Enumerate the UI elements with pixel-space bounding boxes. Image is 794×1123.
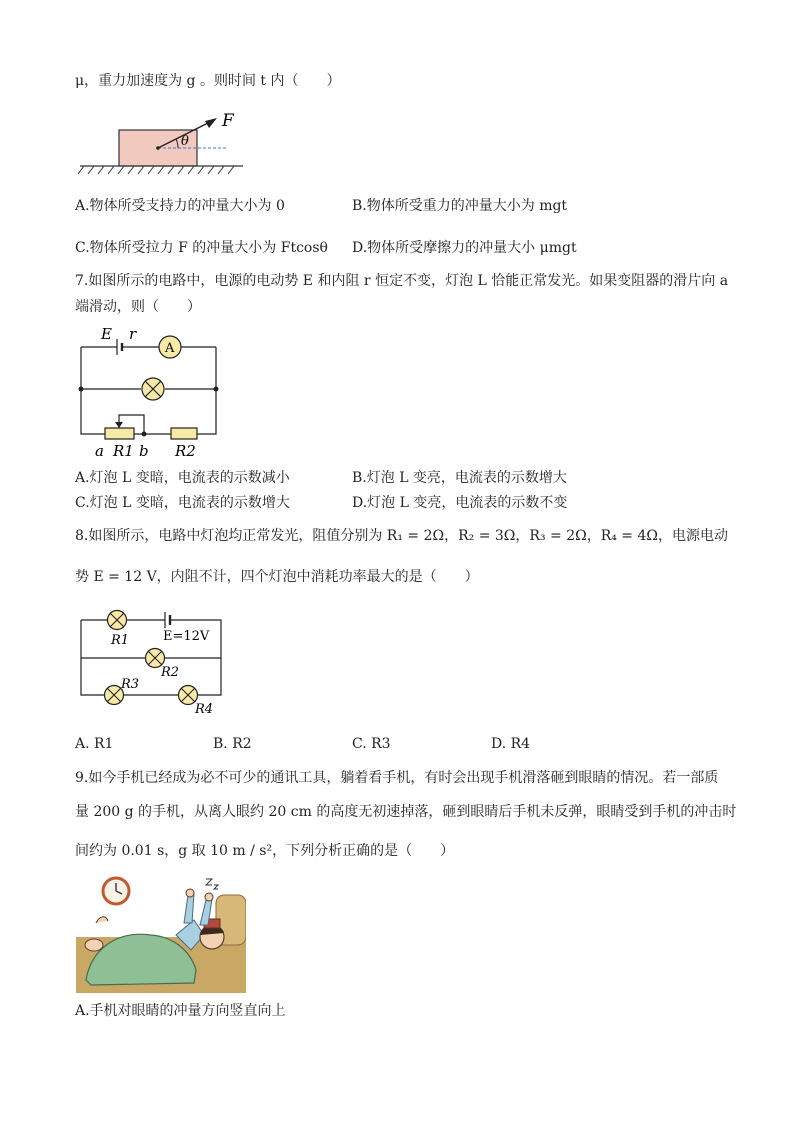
r2-label: R2 [161, 665, 180, 680]
emf-label: E=12V [163, 629, 210, 644]
r1-label: R1 [111, 633, 130, 648]
r1-label: R1 [113, 442, 134, 460]
circuit-diagram-q8 [75, 600, 230, 720]
q8-option-a: A. R1 [75, 736, 114, 752]
q8-stem-line2: 势 E = 12 V，内阻不计，四个灯泡中消耗功率最大的是（ ） [75, 569, 479, 585]
emf-label: E [101, 325, 112, 343]
end-a-label: a [95, 442, 104, 460]
q6-option-c: C.物体所受拉力 F 的冲量大小为 Ftcosθ [75, 240, 328, 256]
q7-stem-line2: 端滑动，则（ ） [75, 299, 201, 315]
q7-option-b: B.灯泡 L 变亮，电流表的示数增大 [352, 470, 567, 486]
q7-stem-line1: 7.如图所示的电路中，电源的电动势 E 和内阻 r 恒定不变，灯泡 L 恰能正常发光。如果变阻器的滑片向 a [75, 273, 729, 289]
q8-stem-line1: 8.如图所示，电路中灯泡均正常发光，阻值分别为 R₁ = 2Ω，R₂ = 3Ω，R₃ = 2Ω，R₄ = 4Ω，电源电动 [75, 528, 729, 544]
angle-label: θ [181, 134, 189, 149]
force-label: F [222, 111, 234, 131]
q6-option-b: B.物体所受重力的冲量大小为 mgt [352, 198, 568, 214]
q8-option-c: C. R3 [352, 736, 391, 752]
q8-option-b: B. R2 [213, 736, 252, 752]
q9-stem-line1: 9.如今手机已经成为必不可少的通讯工具，躺着看手机，有时会出现手机滑落砸到眼睛的情况。若一部质 [75, 770, 719, 786]
q7-option-d: D.灯泡 L 变亮，电流表的示数不变 [352, 495, 568, 511]
end-b-label: b [139, 442, 149, 460]
q6-option-d: D.物体所受摩擦力的冲量大小 μmgt [352, 240, 577, 256]
ammeter-label: A [165, 341, 175, 356]
r4-label: R4 [195, 702, 214, 717]
q9-stem-line3: 间约为 0.01 s，g 取 10 m / s²，下列分析正确的是（ ） [75, 843, 455, 859]
q7-option-a: A.灯泡 L 变暗，电流表的示数减小 [75, 470, 290, 486]
r2-label: R2 [175, 442, 196, 460]
q9-stem-line2: 量 200 g 的手机，从离人眼约 20 cm 的高度无初速掉落，砸到眼睛后手机未反弹，眼睛受到手机的冲击时 [75, 804, 737, 820]
circuit-diagram-q7 [75, 325, 225, 460]
q6-option-a: A.物体所受支持力的冲量大小为 0 [75, 198, 285, 214]
r3-label: R3 [121, 677, 140, 692]
q7-option-c: C.灯泡 L 变暗，电流表的示数增大 [75, 495, 290, 511]
q9-option-a: A.手机对眼睛的冲量方向竖直向上 [75, 1003, 286, 1019]
q8-option-d: D. R4 [491, 736, 531, 752]
q6-intro: μ，重力加速度为 g 。则时间 t 内（ ） [75, 73, 341, 89]
resistance-r-label: r [129, 325, 137, 343]
block-force-diagram [78, 108, 248, 178]
phone-falling-illustration [76, 875, 246, 993]
